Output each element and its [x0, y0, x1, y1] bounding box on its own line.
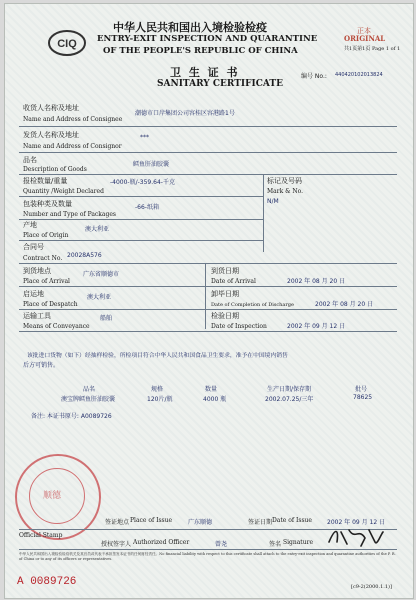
official-stamp-label: Official Stamp — [19, 532, 63, 539]
en-title-line1: ENTRY-EXIT INSPECTION AND QUARANTINE — [97, 34, 318, 44]
col-spec: 规格 — [151, 386, 164, 393]
qty-label-en: Quantity /Weight Declared — [23, 188, 104, 195]
contract-label-en: Contract No. — [23, 255, 63, 262]
date-issue-label-en: Date of Issue — [272, 517, 312, 524]
pkg-label-en: Number and Type of Packages — [23, 211, 116, 218]
cn-title: 中华人民共和国出入境检验检疫 — [113, 21, 267, 34]
qty-label-cn: 报检数量/重量 — [23, 177, 68, 185]
arrival-place-value: 广东省顺德市 — [83, 271, 120, 278]
inspection-value: 2002 年 09 月 12 日 — [287, 323, 346, 330]
place-issue-label-en: Place of Issue — [130, 517, 173, 524]
despatch-label-en: Place of Despatch — [23, 301, 78, 308]
col-qty: 数量 — [205, 386, 218, 393]
signature-label-cn: 签名 — [269, 541, 282, 548]
origin-label-en: Place of Origin — [23, 232, 69, 239]
svg-text:CIQ: CIQ — [57, 38, 77, 50]
inspection-label-en: Date of Inspection — [211, 323, 267, 330]
contract-label-cn: 合同号 — [23, 243, 44, 251]
conveyance-value: 船舶 — [100, 315, 113, 322]
page-info: 共1页第1页 Page 1 of 1 — [344, 46, 401, 52]
certificate-page — [4, 3, 414, 599]
despatch-value: 澳大利亚 — [87, 294, 112, 301]
conveyance-label-en: Means of Conveyance — [23, 323, 90, 330]
origin-value: 澳大利亚 — [85, 226, 110, 233]
date-issue-value: 2002 年 09 月 12 日 — [327, 519, 386, 526]
pkg-label-cn: 包装种类及数量 — [23, 200, 72, 208]
arrival-date-value: 2002 年 08 月 20 日 — [287, 278, 346, 285]
officer-value: 曾尧 — [215, 541, 228, 548]
marks-label-en: Mark & No. — [267, 188, 304, 195]
arrival-date-label-en: Date of Arrival — [211, 278, 256, 285]
official-stamp-icon — [15, 454, 101, 540]
officer-label-cn: 授权签字人 — [101, 541, 132, 548]
pkg-value: -66-纸箱 — [135, 204, 159, 211]
form-number: [c9-2(2000.1.1)] — [351, 584, 392, 590]
discharge-label-en: Date of Completion of Discharge — [211, 302, 294, 308]
despatch-label-cn: 启运地 — [23, 290, 44, 298]
date-issue-label-cn: 签证日期 — [248, 519, 273, 526]
arrival-place-label-en: Place of Arrival — [23, 278, 70, 285]
goods-label-en: Description of Goods — [23, 166, 87, 173]
goods-value: 鳕鱼肝油胶囊 — [133, 161, 170, 168]
copy-cn: 正本 — [357, 27, 371, 35]
qty-value: -4000-瓶/-359.64-千克 — [110, 179, 175, 186]
inspection-label-cn: 检验日期 — [211, 312, 239, 320]
row-qty: 4000 瓶 — [203, 396, 227, 403]
en-title-line2: OF THE PEOPLE'S REPUBLIC OF CHINA — [103, 46, 298, 56]
conveyance-label-cn: 运输工具 — [23, 312, 51, 320]
cert-title-cn: 卫 生 证 书 — [170, 66, 240, 79]
discharge-value: 2002 年 08 月 20 日 — [315, 301, 374, 308]
consignor-label-cn: 发货人名称及地址 — [23, 131, 79, 139]
goods-label-cn: 品名 — [23, 156, 37, 164]
discharge-label-cn: 卸毕日期 — [211, 290, 239, 298]
row-batch: 78625 — [353, 394, 373, 401]
origin-label-cn: 产地 — [23, 221, 37, 229]
marks-value: N/M — [267, 198, 279, 205]
stamp-text: 顺德 — [43, 491, 62, 501]
row-prod-date: 2002.07.25/三年 — [265, 396, 314, 403]
signature-mark — [325, 524, 385, 548]
serial-number: A 0089726 — [17, 576, 77, 588]
consignee-label-cn: 收货人名称及地址 — [23, 104, 79, 112]
signature-label-en: Signature — [283, 539, 314, 546]
remark: 备注: 本证书原号: A0089726 — [31, 413, 112, 420]
col-prod-date: 生产日期/保存期 — [267, 386, 312, 393]
col-batch: 批号 — [355, 386, 368, 393]
copy-stamp: ORIGINAL — [344, 34, 386, 43]
place-issue-label-cn: 签证地点 — [105, 519, 130, 526]
consignee-value: 潮德市口岸集团公司容桂区容港路1号 — [135, 110, 235, 117]
col-product: 品名 — [83, 386, 96, 393]
marks-label-cn: 标记及号码 — [267, 177, 302, 185]
no-label: 编号 No.: — [301, 73, 327, 80]
no-value: 440420102013824 — [335, 72, 383, 78]
consignor-value: *** — [140, 134, 149, 141]
contract-value: 20028A576 — [67, 252, 102, 259]
row-product: 澳宝牌鳕鱼肝油胶囊 — [61, 396, 116, 403]
consignor-label-en: Name and Address of Consignor — [23, 143, 122, 150]
arrival-place-label-cn: 到货地点 — [23, 267, 51, 275]
consignee-label-en: Name and Address of Consignee — [23, 116, 123, 123]
row-spec: 120片/瓶 — [147, 396, 173, 403]
ciq-logo-icon — [47, 29, 87, 57]
cert-title-en: SANITARY CERTIFICATE — [157, 79, 283, 89]
arrival-date-label-cn: 到货日期 — [211, 267, 239, 275]
result-statement-line2: 后方可销售。 — [23, 362, 60, 369]
fine-print: 中华人民共和国出入境检验检疫机关及其官员或代表不承担签发本证书的任何财经责任。No financial liability with respect to this certificate shall attach to the entry-exit inspection and quarantine authorities of the P. R. of China or to any of its officers or representatives. — [19, 552, 396, 561]
place-issue-value: 广东顺德 — [188, 519, 213, 526]
officer-label-en: Authorized Officer — [133, 539, 190, 546]
result-statement-line1: 该批进口货物（如下）经抽样检验，所检项目符合中华人民共和国食品卫生要求，准予在中国境内销售 — [27, 353, 288, 359]
